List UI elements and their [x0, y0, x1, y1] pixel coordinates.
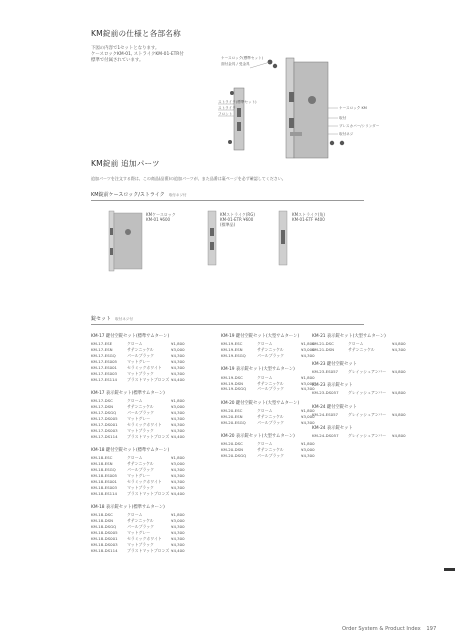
parts-description: 追加パーツを注文する際は、この商品(品番)の追加パーツが、また品番は裏ページを必ず確認してください。 — [91, 176, 286, 181]
product-code: KM-20-ESC — [221, 408, 243, 413]
product-code: KM-20-DSGQ — [221, 453, 247, 459]
table-row — [91, 491, 195, 497]
diagram-label-screw: 取付ネジ — [339, 132, 354, 136]
divider — [91, 324, 364, 325]
finish-name: マットグレー — [127, 472, 151, 478]
finish-name: サテンニッケル — [257, 380, 284, 386]
finish-name: ブラストマットブロンズ — [127, 547, 170, 553]
product-code: KM-17-ES001 — [91, 364, 118, 370]
price: ¥4,800 — [392, 433, 406, 439]
finish-name: マットグレー — [127, 415, 151, 421]
finish-name: パールブラック — [127, 467, 155, 473]
lockset-group-title: KM-23 表示錠セット — [312, 383, 353, 389]
table-row — [312, 347, 416, 353]
finish-name: セラミックホワイト — [127, 535, 162, 541]
lockset-group-title: KM-21 表示錠セット(大型サムターン) — [312, 334, 386, 339]
product-code: KM-19-DSN — [221, 380, 244, 386]
subheading-lockset-note: 取付ネジ付 — [115, 317, 133, 321]
price: ¥4,300 — [301, 386, 315, 392]
price: ¥4,300 — [171, 541, 185, 547]
lockset-group — [312, 404, 416, 418]
price: ¥3,000 — [301, 380, 315, 386]
product-code: KM-18-ES114 — [91, 490, 118, 496]
diagram-label-front: フロント — [218, 112, 233, 116]
diagram-label-cylinder: プレスカバー/シリンダー — [339, 124, 380, 128]
product-code: KM-18-DSC — [91, 512, 113, 518]
product-strike-square — [292, 212, 325, 222]
finish-name: パールブラック — [257, 386, 285, 392]
product-code: KM-19-ESN — [221, 347, 243, 353]
lockset-group — [221, 400, 325, 426]
finish-name: マットブラック — [127, 484, 154, 490]
diagram-label-strike-set: ストライク(標準セット) — [218, 100, 257, 104]
product-strike-square-name: KMストライク(角) — [292, 212, 325, 217]
lock-parts-diagram — [190, 48, 360, 166]
price: ¥4,300 — [171, 370, 185, 376]
product-strike-square-code: KM-01-ETF ¥400 — [292, 217, 325, 222]
lockset-group — [312, 425, 416, 439]
product-strike-rg — [220, 212, 255, 227]
caselock-image — [108, 210, 144, 272]
price: ¥4,300 — [171, 535, 185, 541]
diagram-label-km: ケースロック KM — [339, 106, 367, 110]
product-strike-rg-name: KMストライク(RG) — [220, 212, 255, 217]
finish-name: サテンニッケル — [348, 347, 375, 353]
finish-name: パールブラック — [257, 453, 285, 459]
subheading-caselock — [91, 191, 187, 198]
section-tab-marker — [444, 568, 455, 571]
product-code: KM-21-DSN — [312, 347, 335, 353]
product-caselock — [146, 212, 176, 222]
price: ¥1,800 — [171, 341, 185, 347]
finish-name: マットグレー — [127, 358, 151, 364]
price: ¥3,000 — [171, 518, 185, 524]
price: ¥4,300 — [171, 530, 185, 535]
price: ¥4,300 — [301, 453, 315, 459]
product-code: KM-17-ESN — [91, 347, 113, 353]
diagram-label-mount: 取付 — [339, 116, 347, 120]
diagram-label-strike: ストライク — [218, 106, 236, 110]
table-row — [312, 390, 416, 396]
finish-name: サテンニッケル — [257, 413, 284, 419]
lockset-group — [91, 447, 195, 497]
price: ¥4,800 — [392, 341, 406, 347]
product-code: KM-18-DS005 — [91, 530, 118, 535]
product-code: KM-19-DSC — [221, 374, 243, 380]
lockset-group-title: KM-18 表示錠セット(標準サムターン) — [91, 505, 165, 511]
product-code: KM-17-DS001 — [91, 421, 118, 427]
product-code: KM-18-ES005 — [91, 472, 118, 478]
finish-name: サテンニッケル — [127, 518, 154, 524]
footer — [342, 626, 436, 632]
product-code: KM-19-ESGQ — [221, 353, 246, 358]
finish-name: マットブラック — [127, 541, 154, 547]
footer-label: Order System & Product Index — [342, 626, 421, 632]
finish-name: マットブラック — [127, 370, 154, 376]
product-code: KM-18-ES003 — [91, 484, 118, 490]
product-code: KM-17-ES005 — [91, 358, 118, 364]
lockset-group — [221, 433, 325, 459]
price: ¥4,300 — [171, 484, 185, 490]
finish-name: クローム — [127, 341, 143, 347]
product-code: KM-19-ESC — [221, 341, 243, 347]
strike-rg-image — [207, 210, 217, 266]
product-code: KM-20-DSC — [221, 441, 243, 447]
product-code: KM-18-ES001 — [91, 478, 118, 484]
product-code: KM-17-ESE — [91, 341, 113, 347]
product-code: KM-18-DSN — [91, 518, 114, 524]
lockset-group — [312, 361, 416, 375]
product-code: KM-20-DSN — [221, 447, 244, 453]
lockset-group — [221, 366, 325, 392]
price: ¥4,800 — [392, 411, 406, 417]
price: ¥4,300 — [171, 421, 185, 427]
page-number: 197 — [426, 626, 437, 632]
lockset-group-title: KM-24 表示錠セット — [312, 426, 353, 432]
price: ¥4,400 — [171, 376, 185, 382]
product-strike-rg-note: (標準品) — [220, 222, 236, 227]
product-code: KM-18-ESN — [91, 461, 113, 467]
product-code: KM-18-DSGQ — [91, 524, 117, 530]
lockset-group-title: KM-20 表示錠セット(大型サムターン) — [221, 434, 295, 440]
strike-square-image — [278, 210, 288, 266]
price: ¥4,400 — [171, 433, 185, 439]
price: ¥1,800 — [301, 441, 315, 447]
price: ¥3,000 — [171, 404, 185, 410]
finish-name: サテンニッケル — [127, 404, 154, 410]
price: ¥4,300 — [301, 353, 315, 358]
price: ¥1,800 — [301, 408, 315, 413]
finish-name: クローム — [257, 341, 273, 347]
strike-plate — [234, 88, 244, 150]
price: ¥4,300 — [171, 358, 185, 364]
divider — [91, 200, 364, 201]
lockset-group — [91, 390, 195, 440]
finish-name: グレイッシュアンバー — [348, 433, 387, 439]
lockset-column-1 — [91, 333, 195, 561]
finish-name: サテンニッケル — [257, 347, 284, 353]
finish-name: グレイッシュアンバー — [348, 390, 387, 396]
lockset-group-title: KM-17 表示錠セット(標準サムターン) — [91, 391, 165, 397]
price: ¥1,800 — [171, 512, 185, 518]
lockset-group-title: KM-20 鍵付空錠セット(大型サムターン) — [221, 400, 300, 406]
product-caselock-code: KM-01 ¥600 — [146, 217, 171, 222]
lockset-group — [221, 333, 325, 359]
product-code: KM-20-ESGQ — [221, 419, 246, 425]
price: ¥1,800 — [171, 398, 185, 404]
finish-name: マットグレー — [127, 530, 151, 535]
price: ¥4,300 — [301, 419, 315, 425]
price: ¥1,800 — [301, 374, 315, 380]
finish-name: パールブラック — [127, 353, 155, 358]
price: ¥4,800 — [392, 390, 406, 396]
product-code: KM-24-ES057 — [312, 411, 339, 417]
finish-name: グレイッシュアンバー — [348, 411, 387, 417]
product-code: KM-17-ES114 — [91, 376, 118, 382]
price: ¥4,300 — [171, 427, 185, 433]
lockset-group-title: KM-23 鍵付空錠セット — [312, 361, 357, 367]
price: ¥4,300 — [171, 415, 185, 421]
lockset-group — [312, 333, 416, 353]
price: ¥4,400 — [171, 547, 185, 553]
lockset-column-3 — [312, 333, 416, 447]
price: ¥4,300 — [171, 478, 185, 484]
lock-case — [294, 62, 328, 158]
subheading-caselock-note: 取付ネジ付 — [168, 193, 187, 197]
table-row — [221, 386, 325, 392]
product-code: KM-18-DS003 — [91, 541, 118, 547]
price: ¥4,300 — [171, 410, 185, 416]
table-row — [91, 377, 195, 383]
price: ¥4,300 — [171, 524, 185, 530]
price: ¥4,300 — [171, 364, 185, 370]
subheading-lockset-text: 錠セット — [91, 316, 112, 322]
finish-name: クローム — [127, 455, 143, 461]
subheading-lockset — [91, 315, 133, 322]
table-row — [312, 369, 416, 375]
finish-name: パールブラック — [127, 524, 155, 530]
finish-name: マットブラック — [127, 427, 154, 433]
finish-name: パールブラック — [257, 353, 285, 358]
price: ¥1,800 — [171, 455, 185, 461]
lockset-group-title: KM-18 鍵付空錠セット(標準サムターン) — [91, 448, 170, 454]
table-row — [221, 453, 325, 459]
product-code: KM-17-DS005 — [91, 415, 118, 421]
product-strike-rg-code: KM-01-ETR ¥600 — [220, 217, 254, 222]
finish-name: ブラストマットブロンズ — [127, 433, 170, 439]
finish-name: グレイッシュアンバー — [348, 368, 387, 374]
finish-name: パールブラック — [257, 419, 285, 425]
finish-name: クローム — [348, 341, 364, 347]
lockset-column-2 — [221, 333, 325, 467]
table-row — [91, 548, 195, 554]
product-code: KM-17-ES003 — [91, 370, 118, 376]
price: ¥3,000 — [301, 447, 315, 453]
product-code: KM-18-ESC — [91, 455, 113, 461]
lockset-group — [91, 333, 195, 383]
product-code: KM-17-DSC — [91, 398, 113, 404]
table-row — [312, 433, 416, 439]
lockset-group-title: KM-24 鍵付空錠セット — [312, 404, 357, 410]
finish-name: サテンニッケル — [127, 461, 154, 467]
finish-name: クローム — [127, 512, 143, 518]
product-code: KM-17-DS003 — [91, 427, 118, 433]
product-code: KM-17-ESGQ — [91, 353, 116, 358]
lock-front-plate — [286, 58, 294, 158]
price: ¥4,300 — [171, 472, 185, 478]
price: ¥3,000 — [301, 413, 315, 419]
finish-name: ブラストマットブロンズ — [127, 376, 170, 382]
finish-name: パールブラック — [127, 410, 155, 416]
diagram-label-caselock: ケースロック(標準セット) — [221, 56, 264, 60]
price: ¥3,000 — [171, 347, 185, 353]
subheading-caselock-text: KM錠前ケースロック/ストライク — [91, 192, 165, 198]
finish-name: クローム — [257, 408, 273, 413]
lockset-group-title: KM-19 表示錠セット(大型サムターン) — [221, 367, 295, 373]
lockset-group — [91, 504, 195, 554]
finish-name: クローム — [257, 441, 273, 447]
product-code: KM-24-DS057 — [312, 433, 339, 439]
product-code: KM-17-DSN — [91, 404, 114, 410]
product-code: KM-19-DSGQ — [221, 386, 247, 392]
price: ¥4,300 — [171, 467, 185, 473]
product-code: KM-23-DS057 — [312, 390, 339, 396]
price: ¥4,300 — [392, 347, 406, 353]
product-code: KM-17-DS114 — [91, 433, 118, 439]
finish-name: クローム — [257, 374, 273, 380]
product-code: KM-21-DSC — [312, 341, 334, 347]
product-code: KM-23-ES057 — [312, 368, 339, 374]
product-code: KM-17-DSGQ — [91, 410, 117, 416]
price: ¥4,400 — [171, 490, 185, 496]
product-code: KM-20-ESN — [221, 413, 243, 419]
price: ¥3,000 — [171, 461, 185, 467]
finish-name: セラミックホワイト — [127, 364, 162, 370]
product-caselock-name: KMケースロック — [146, 212, 176, 217]
lockset-group — [312, 382, 416, 396]
finish-name: ブラストマットブロンズ — [127, 490, 170, 496]
table-row — [312, 412, 416, 418]
lockset-group-title: KM-19 鍵付空錠セット(大型サムターン) — [221, 334, 300, 339]
product-code: KM-18-ESGQ — [91, 467, 116, 473]
product-code: KM-18-DS114 — [91, 547, 118, 553]
section-title-spec: KM錠前の仕様と各部名称 — [91, 29, 181, 38]
section-title-parts: KM錠前 追加パーツ — [91, 159, 160, 168]
price: ¥4,800 — [392, 368, 406, 374]
finish-name: セラミックホワイト — [127, 478, 162, 484]
product-code: KM-18-DS001 — [91, 535, 118, 541]
finish-name: クローム — [127, 398, 143, 404]
finish-name: セラミックホワイト — [127, 421, 162, 427]
table-row — [221, 353, 325, 359]
finish-name: サテンニッケル — [127, 347, 154, 353]
price: ¥3,000 — [301, 347, 315, 353]
spec-description: 下図の内容で1セットとなります。 ケースロックKM-01, ストライクKM-01-ETR付 標準で付属されています。 — [91, 46, 184, 63]
table-row — [221, 420, 325, 426]
table-row — [91, 434, 195, 440]
price: ¥1,800 — [301, 341, 315, 347]
price: ¥4,300 — [171, 353, 185, 358]
diagram-label-fittings: 面付金具 / 受金具 — [221, 62, 250, 66]
lockset-group-title: KM-17 鍵付空錠セット(標準サムターン) — [91, 334, 170, 339]
finish-name: サテンニッケル — [257, 447, 284, 453]
